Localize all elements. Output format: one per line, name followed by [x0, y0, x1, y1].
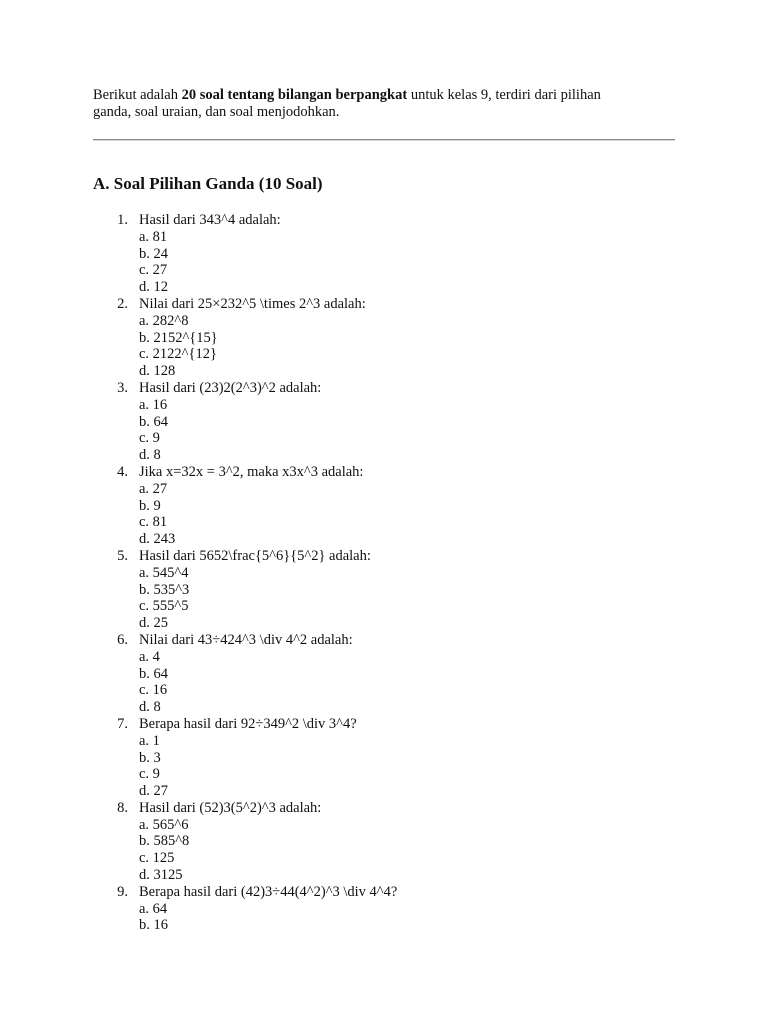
answer-option: b. 2152^{15} [139, 329, 218, 346]
answer-option: b. 9 [139, 497, 161, 514]
answer-option: a. 16 [139, 396, 168, 413]
question-item [93, 632, 674, 716]
answer-option: c. 9 [139, 766, 160, 783]
answer-option: b. 24 [139, 245, 168, 262]
question-item [93, 380, 674, 464]
question-number: 8. [117, 799, 128, 816]
answer-option: d. 27 [139, 783, 168, 800]
question-number: 6. [117, 631, 128, 648]
answer-option: c. 9 [139, 430, 160, 447]
answer-option: c. 2122^{12} [139, 346, 217, 363]
answer-option: a. 565^6 [139, 816, 189, 833]
question-text: Hasil dari 5652\frac{5^6}{5^2} adalah: [139, 547, 371, 564]
question-number: 9. [117, 883, 128, 900]
question-number: 1. [117, 212, 128, 228]
question-number: 7. [117, 715, 128, 732]
answer-option: b. 535^3 [139, 581, 190, 598]
intro-bold-topic: 20 soal tentang bilangan berpangkat [181, 87, 408, 103]
question-item [93, 212, 674, 296]
question-item [93, 716, 674, 800]
question-text: Nilai dari 25×232^5 \times 2^3 adalah: [139, 295, 366, 312]
answer-option: d. 8 [139, 447, 161, 464]
question-number: 2. [117, 295, 128, 312]
question-text: Hasil dari (23)2(2^3)^2 adalah: [139, 379, 322, 396]
answer-option: b. 64 [139, 413, 168, 430]
intro-prefix: Berikut adalah [93, 87, 182, 103]
answer-option: b. 64 [139, 665, 168, 682]
question-item [93, 296, 674, 380]
answer-option: a. 282^8 [139, 312, 189, 329]
answer-option: a. 81 [139, 228, 168, 245]
question-item [93, 548, 674, 632]
answer-option: a. 1 [139, 732, 160, 749]
intro-paragraph [93, 87, 674, 121]
answer-option: c. 555^5 [139, 598, 189, 615]
answer-option: a. 27 [139, 480, 168, 497]
question-item [93, 884, 674, 934]
answer-option: d. 243 [139, 531, 176, 548]
question-text: Berapa hasil dari 92÷349^2 \div 3^4? [139, 715, 357, 732]
answer-option: d. 8 [139, 699, 161, 716]
question-item [93, 464, 674, 548]
answer-option: b. 585^8 [139, 833, 190, 850]
horizontal-divider [93, 139, 675, 141]
question-item [93, 800, 674, 884]
section-a-title: A. Soal Pilihan Ganda (10 Soal) [93, 174, 323, 193]
answer-option: a. 64 [139, 900, 168, 917]
answer-option: a. 545^4 [139, 564, 189, 581]
answer-option: a. 4 [139, 648, 160, 665]
intro-line2: ganda, soal uraian, dan soal menjodohkan. [93, 104, 340, 120]
question-list [93, 212, 674, 934]
answer-option: c. 16 [139, 682, 168, 699]
question-number: 5. [117, 547, 128, 564]
answer-option: c. 27 [139, 262, 168, 279]
question-number: 4. [117, 463, 128, 480]
answer-option: b. 3 [139, 749, 161, 766]
answer-option: b. 16 [139, 917, 168, 934]
question-text: Hasil dari 343^4 adalah: [139, 212, 281, 228]
question-text: Berapa hasil dari (42)3÷44(4^2)^3 \div 4^4? [139, 883, 398, 900]
answer-option: d. 25 [139, 615, 168, 632]
answer-option: d. 12 [139, 279, 168, 296]
intro-suffix: untuk kelas 9, terdiri dari pilihan [407, 87, 601, 103]
answer-option: c. 81 [139, 514, 168, 531]
answer-option: c. 125 [139, 850, 175, 867]
question-text: Jika x=32x = 3^2, maka x3x^3 adalah: [139, 463, 364, 480]
question-text: Nilai dari 43÷424^3 \div 4^2 adalah: [139, 631, 353, 648]
answer-option: d. 3125 [139, 867, 183, 884]
answer-option: d. 128 [139, 363, 176, 380]
question-number: 3. [117, 379, 128, 396]
question-text: Hasil dari (52)3(5^2)^3 adalah: [139, 799, 322, 816]
